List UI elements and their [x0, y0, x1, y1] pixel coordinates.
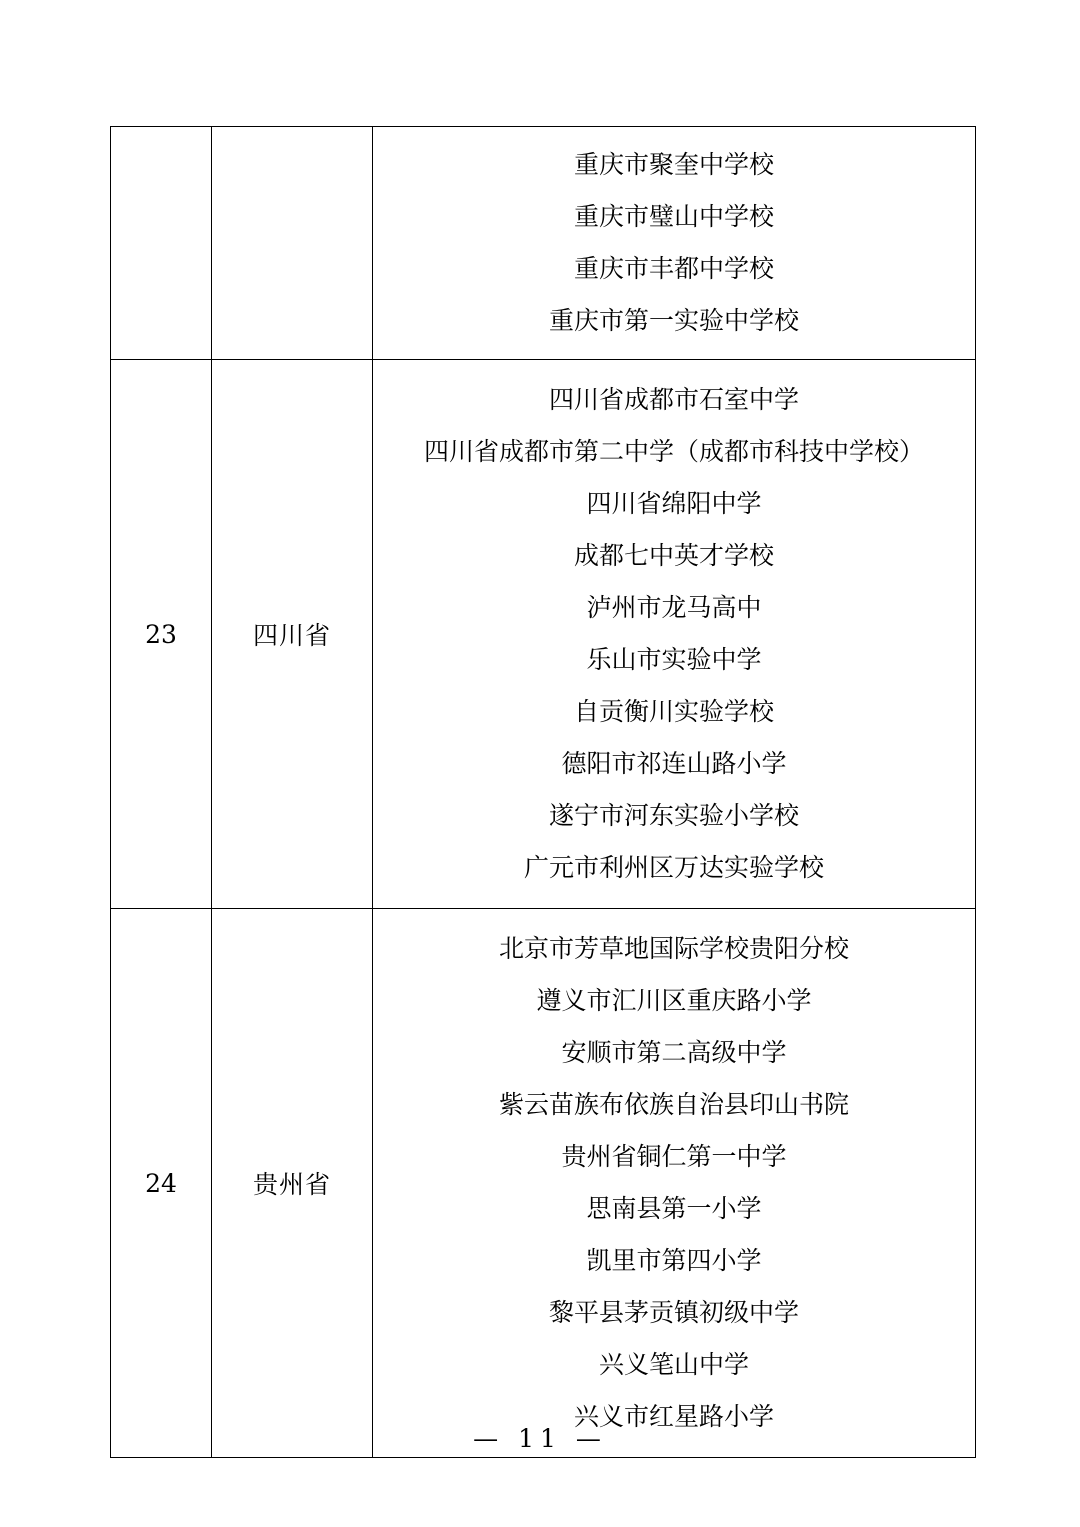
list-item: 四川省成都市第二中学（成都市科技中学校） [423, 437, 924, 466]
school-list [373, 127, 975, 359]
school-list-cell [373, 909, 976, 1458]
row-number-cell [111, 127, 212, 360]
list-item: 贵州省铜仁第一中学 [561, 1142, 787, 1171]
table-row [111, 909, 976, 1458]
table-row [111, 360, 976, 909]
row-number-cell: 24 [111, 909, 212, 1458]
table-body [111, 127, 976, 1458]
list-item: 乐山市实验中学 [586, 645, 762, 674]
list-item: 成都七中英才学校 [573, 541, 774, 570]
school-list-table [110, 126, 976, 1458]
table-row [111, 127, 976, 360]
list-item: 广元市利州区万达实验学校 [523, 853, 824, 882]
school-list-cell [373, 127, 976, 360]
list-item: 凯里市第四小学 [586, 1246, 762, 1275]
list-item: 德阳市祁连山路小学 [561, 749, 787, 778]
list-item: 兴义笔山中学 [598, 1350, 749, 1379]
school-list [373, 909, 975, 1457]
list-item: 北京市芳草地国际学校贵阳分校 [498, 934, 849, 963]
list-item: 遂宁市河东实验小学校 [548, 801, 799, 830]
list-item: 四川省绵阳中学 [586, 489, 762, 518]
list-item: 兴义市红星路小学 [573, 1402, 774, 1431]
province-cell: 四川省 [212, 360, 373, 909]
school-list-cell [373, 360, 976, 909]
list-item: 四川省成都市石室中学 [548, 385, 799, 414]
list-item: 遵义市汇川区重庆路小学 [536, 986, 812, 1015]
list-item: 泸州市龙马高中 [586, 593, 762, 622]
list-item: 重庆市第一实验中学校 [548, 306, 799, 335]
list-item: 自贡衡川实验学校 [573, 697, 774, 726]
school-list [373, 360, 975, 908]
list-item: 紫云苗族布依族自治县印山书院 [498, 1090, 849, 1119]
list-item: 重庆市丰都中学校 [573, 254, 774, 283]
province-cell: 贵州省 [212, 909, 373, 1458]
province-cell [212, 127, 373, 360]
list-item: 安顺市第二高级中学 [561, 1038, 787, 1067]
list-item: 思南县第一小学 [586, 1194, 762, 1223]
list-item: 重庆市璧山中学校 [573, 202, 774, 231]
list-item: 重庆市聚奎中学校 [573, 150, 774, 179]
page-number: — 11 — [473, 1424, 607, 1453]
list-item: 黎平县茅贡镇初级中学 [548, 1298, 799, 1327]
row-number-cell: 23 [111, 360, 212, 909]
